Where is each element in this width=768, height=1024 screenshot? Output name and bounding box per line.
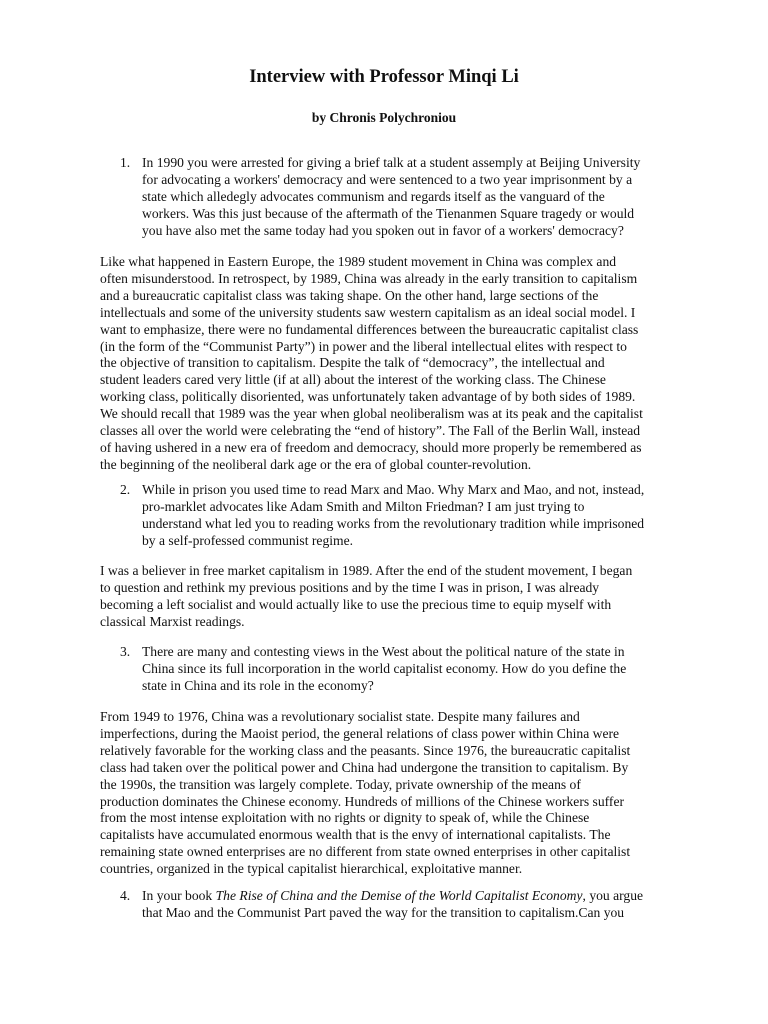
document-title: Interview with Professor Minqi Li [249,67,519,87]
text-line: relatively favorable for the working class and the peasants. Since 1976, the bureaucratic capitalist [100,742,631,758]
text-line: of having ushered in a new era of freedom and democracy, should more properly be remembered as [100,439,642,455]
text-line: the objective of transition to capitalism. Despite the talk of “democracy”, the intellectual and [100,355,605,371]
text-line: class had taken over the political power and China had undergone the transition to capitalism. By [100,759,629,775]
text-line: Like what happened in Eastern Europe, the 1989 student movement in China was complex and [100,254,617,269]
book-title: The Rise of China and the Demise of the World Capitalist Economy [215,888,583,903]
text-line: classes all over the world were celebrating the “end of history”. The Fall of the Berlin Wall, instead [100,423,641,439]
question-number: 2. [120,482,131,497]
text-line: I was a believer in free market capitalism in 1989. After the end of the student movement, I began [100,563,633,578]
text-line: by a self-professed communist regime. [142,532,354,548]
document-byline: by Chronis Polychroniou [311,110,457,125]
text-line: capitalists have accumulated enormous wealth that is the envy of international capitalists. The [100,827,611,843]
question-number: 1. [120,155,131,170]
text-line: often misunderstood. In retrospect, by 1989, China was already in the early transition to capitalism [100,270,638,286]
answer-2 [100,563,672,631]
text-line: countries, organized in the typical capitalist hierarchical, exploitative manner. [100,861,523,877]
text-line: remaining state owned enterprises are no different from state owned enterprises in other capitalist [100,844,631,860]
answer-1 [100,254,672,474]
answer-3 [100,709,672,878]
text-segment: , you argue [582,888,644,903]
text-line: becoming a left socialist and would actually like to use the precious time to equip myself with [100,596,612,612]
text-line: the beginning of the neoliberal dark age or the era of global counter-revolution. [100,456,532,472]
text-line: classical Marxist readings. [100,613,245,629]
text-line: imperfections, during the Maoist period, the general relations of class power within China were [100,725,620,741]
text-line: (in the form of the “Communist Party”) in power and the liberal intellectual elites with respect to [100,338,627,354]
question-number: 4. [120,888,131,903]
text-line: intellectuals and some of the university students saw western capitalism as an ideal social model. I [100,304,636,320]
text-line: the 1990s, the transition was largely complete. Today, private ownership of the means of [100,776,581,792]
text-line: We should recall that 1989 was the year when global neoliberalism was at its peak and the capitalist [100,406,643,422]
text-line: student leaders cared very little (if at all) about the interest of the working class. The Chinese [100,372,606,388]
question-text [142,888,672,922]
text-line: to question and rethink my previous positions and by the time I was in prison, I was already [100,579,600,595]
text-line: from the most intense exploitation with no rights or dignity to speak of, while the Chinese [100,810,590,826]
text-line: understand what led you to reading works from the revolutionary tradition while imprisoned [142,515,645,531]
text-line: While in prison you used time to read Marx and Mao. Why Marx and Mao, and not, instead, [142,482,645,497]
text-line: state which alledegly advocates communism and regards itself as the vanguard of the [142,188,605,204]
text-line: workers. Was this just because of the aftermath of the Tienanmen Square tragedy or would [142,205,635,221]
question-text [142,482,672,550]
question-text [142,155,672,240]
question-number: 3. [120,644,131,659]
text-segment: In your book [142,888,216,903]
text-line: There are many and contesting views in the West about the political nature of the state in [142,644,625,659]
text-line [142,888,672,905]
text-line: and a bureaucratic capitalist class was taking shape. On the other hand, large sections of the [100,287,599,303]
text-line: that Mao and the Communist Part paved the way for the transition to capitalism.Can you [142,904,625,920]
text-line: pro-marklet advocates like Adam Smith and Milton Friedman? I am just trying to [142,498,585,514]
text-line: From 1949 to 1976, China was a revolutionary socialist state. Despite many failures and [100,709,580,724]
text-line: state in China and its role in the economy? [142,677,374,693]
text-line: for advocating a workers' democracy and were sentenced to a two year imprisonment by a [142,171,633,187]
text-line: want to emphasize, there were no fundamental differences between the bureaucratic capitalist class [100,321,639,337]
question-text [142,644,672,695]
text-line: you have also met the same today had you spoken out in favor of a workers' democracy? [142,222,624,238]
text-line: working class, politically disoriented, was unfortunately taken advantage of by both sides of 1989. [100,389,636,405]
text-line: China since its full incorporation in the world capitalist economy. How do you define the [142,660,627,676]
text-line: In 1990 you were arrested for giving a brief talk at a student assemply at Beijing University [142,155,641,170]
text-line: production dominates the Chinese economy. Hundreds of millions of the Chinese workers suffer [100,793,625,809]
